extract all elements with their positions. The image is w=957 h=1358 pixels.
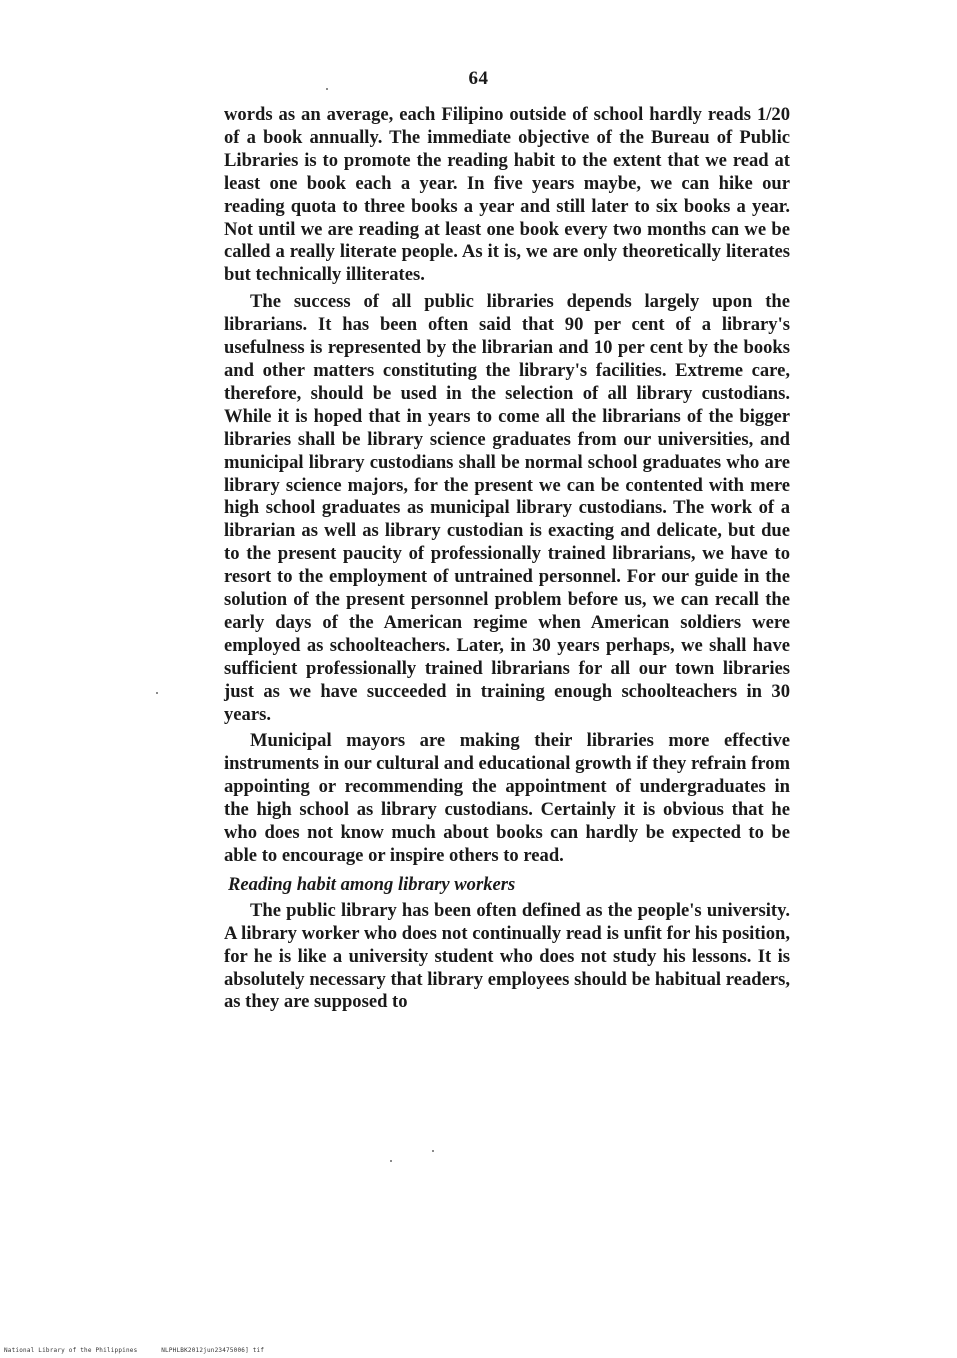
footer-source: National Library of the Philippines [4,1347,138,1354]
scan-speck [326,88,328,90]
paragraph-public-library: The public library has been often defined as the people's university. A library worker who does not continually read is unfit for his position, for he is like a university student who does not study his lessons. It is absolutely necessary that library employees should be habitual readers, as they are supposed to [224,899,790,1013]
paragraph-continued: words as an average, each Filipino outside of school hardly reads 1/20 of a book annually. The immediate objective of the Bureau of Public Libraries is to promote the reading habit to the extent that we read at least one book each a year. In five years maybe, we can hike our reading quota to three books a year and still later to six books a year. Not until we are reading at least one book every two months can we be called a really literate people. As it is, we are only theoretically literates but technically illiterates. [224,104,790,286]
footer-file-id: NLPHLBK2012jun23475006] tif [161,1347,265,1354]
paragraph-librarians: The success of all public libraries depends largely upon the librarians. It has been often said that 90 per cent of a library's usefulness is represented by the librarian and 10 per cent by the books and other matters constituting the library's facilities. Extreme care, therefore, should be used in the selection of all library custodians. While it is hoped that in years to come all the librarians of the bigger libraries shall be library science graduates from our universities, and municipal library custodians shall be normal school graduates who are library science majors, for the present we can be contented with mere high school graduates as municipal library custodians. The work of a librarian as well as library custodian is exacting and delicate, but due to the present paucity of professionally trained librarians, we have to resort to the employment of untrained personnel. For our guide in the solution of the present personnel problem before us, we can recall the early days of the American regime when American soldiers were employed as schoolteachers. Later, in 30 years perhaps, we shall have sufficient professionally trained librarians for all our town libraries just as we have succeeded in training enough schoolteachers in 30 years. [224,291,790,725]
scan-footer [4,1347,284,1354]
scan-speck [390,1160,392,1162]
body-text [224,104,790,1018]
scan-speck [156,692,158,694]
paragraph-municipal-mayors: Municipal mayors are making their libraries more effective instruments in our cultural and educational growth if they refrain from appointing or recommending the appointment of undergraduates in the high school as library custodians. Certainly it is obvious that he who does not know much about books can hardly be expected to be able to encourage or inspire others to read. [224,730,790,866]
section-heading: Reading habit among library workers [228,873,516,895]
page-number: 64 [468,68,489,89]
scan-speck [432,1150,434,1152]
